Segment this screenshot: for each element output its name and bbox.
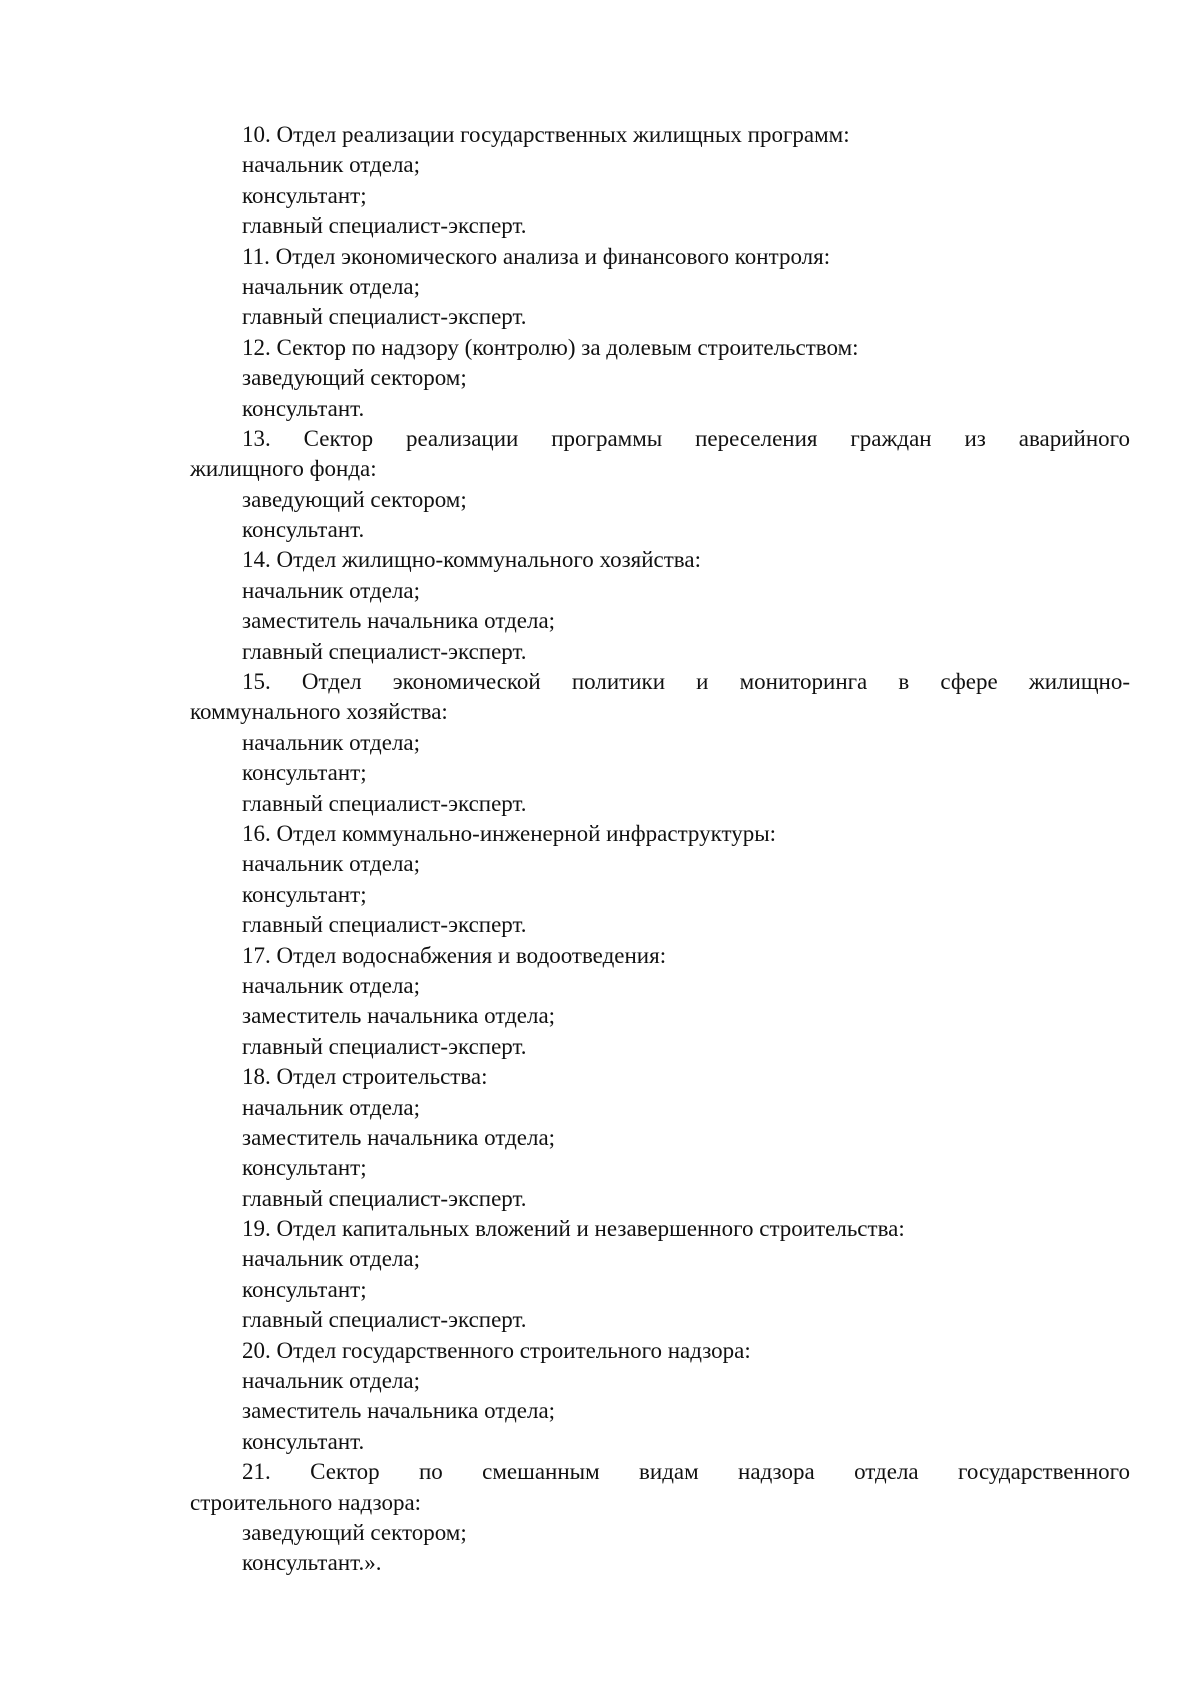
position-item: главный специалист-эксперт. xyxy=(242,912,527,938)
position-item: консультант; xyxy=(242,1155,367,1181)
position-item: заведующий сектором; xyxy=(242,1520,467,1546)
position-item: заведующий сектором; xyxy=(242,365,467,391)
position-item: начальник отдела; xyxy=(242,152,421,178)
position-item: начальник отдела; xyxy=(242,1094,421,1120)
section-heading-continuation: коммунального хозяйства: xyxy=(190,699,448,725)
section-heading: 20. Отдел государственного строительного надзора: xyxy=(242,1337,751,1363)
section-block xyxy=(190,941,1130,1063)
position-item: главный специалист-эксперт. xyxy=(242,304,527,330)
position-item: консультант; xyxy=(242,182,367,208)
position-item: начальник отдела; xyxy=(242,1368,421,1394)
section-block xyxy=(190,667,1130,819)
section-heading: 11. Отдел экономического анализа и финансового контроля: xyxy=(242,243,831,269)
section-heading: 15. Отдел экономической политики и мониторинга в сфере жилищно- xyxy=(242,669,1130,695)
position-item: заместитель начальника отдела; xyxy=(242,1398,556,1424)
position-item: консультант.». xyxy=(242,1550,382,1576)
section-heading: 21. Сектор по смешанным видам надзора отдела государственного xyxy=(242,1459,1130,1485)
section-heading: 19. Отдел капитальных вложений и незавершенного строительства: xyxy=(242,1216,905,1242)
section-block xyxy=(190,424,1130,546)
section-heading: 13. Сектор реализации программы переселения граждан из аварийного xyxy=(242,425,1130,451)
position-item: главный специалист-эксперт. xyxy=(242,1185,527,1211)
section-block xyxy=(190,242,1130,333)
position-item: главный специалист-эксперт. xyxy=(242,790,527,816)
position-item: заместитель начальника отдела; xyxy=(242,1124,556,1150)
section-block xyxy=(190,545,1130,667)
section-block xyxy=(190,1214,1130,1336)
position-item: начальник отдела; xyxy=(242,273,421,299)
position-item: консультант. xyxy=(242,1428,365,1454)
section-heading: 14. Отдел жилищно-коммунального хозяйства: xyxy=(242,547,701,573)
position-item: начальник отдела; xyxy=(242,729,421,755)
position-item: главный специалист-эксперт. xyxy=(242,1307,527,1333)
position-item: заместитель начальника отдела; xyxy=(242,608,556,634)
position-item: заведующий сектором; xyxy=(242,486,467,512)
section-heading-continuation: строительного надзора: xyxy=(190,1489,422,1515)
position-item: начальник отдела; xyxy=(242,972,421,998)
section-heading: 12. Сектор по надзору (контролю) за долевым строительством: xyxy=(242,334,859,360)
position-item: заместитель начальника отдела; xyxy=(242,1003,556,1029)
position-item: главный специалист-эксперт. xyxy=(242,638,527,664)
position-item: консультант. xyxy=(242,395,365,421)
section-heading: 17. Отдел водоснабжения и водоотведения: xyxy=(242,942,667,968)
position-item: начальник отдела; xyxy=(242,1246,421,1272)
section-heading-continuation: жилищного фонда: xyxy=(190,456,377,482)
section-heading: 10. Отдел реализации государственных жилищных программ: xyxy=(242,122,850,147)
section-block xyxy=(190,1457,1130,1579)
position-item: главный специалист-эксперт. xyxy=(242,213,527,239)
position-item: начальник отдела; xyxy=(242,851,421,877)
position-item: консультант. xyxy=(242,517,365,543)
section-heading: 16. Отдел коммунально-инженерной инфраструктуры: xyxy=(242,821,777,847)
section-heading: 18. Отдел строительства: xyxy=(242,1064,488,1090)
position-item: начальник отдела; xyxy=(242,577,421,603)
position-item: консультант; xyxy=(242,881,367,907)
section-block xyxy=(190,120,1130,242)
staff-structure-list xyxy=(190,120,1130,1579)
position-item: консультант; xyxy=(242,760,367,786)
section-block xyxy=(190,333,1130,424)
position-item: главный специалист-эксперт. xyxy=(242,1033,527,1059)
position-item: консультант; xyxy=(242,1276,367,1302)
section-block xyxy=(190,819,1130,941)
section-block xyxy=(190,1336,1130,1458)
section-block xyxy=(190,1062,1130,1214)
